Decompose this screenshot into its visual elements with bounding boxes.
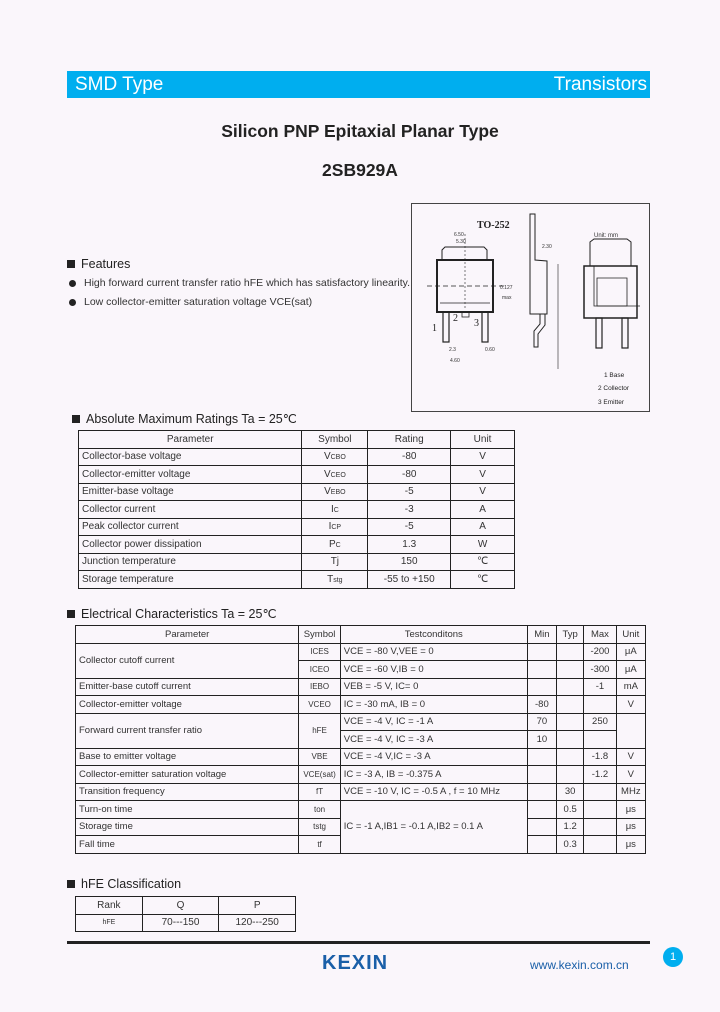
- condition-cell: VEB = -5 V, IC= 0: [340, 678, 527, 696]
- table-row: [76, 783, 646, 801]
- min-cell: [527, 818, 556, 836]
- table-header-row: Rank Q P: [76, 897, 296, 915]
- website-link[interactable]: www.kexin.com.cn: [530, 958, 629, 972]
- min-cell: [527, 678, 556, 696]
- symbol-cell: Tstg: [302, 571, 368, 589]
- features-heading: Features: [67, 257, 130, 271]
- param-cell: Collector-emitter voltage: [79, 466, 302, 484]
- svg-text:2.30: 2.30: [542, 244, 552, 250]
- footer-divider: [67, 941, 650, 944]
- unit-cell: W: [451, 536, 515, 554]
- typ-cell: [557, 696, 584, 714]
- symbol-cell: VCBO: [302, 448, 368, 466]
- rating-cell: 1.3: [368, 536, 451, 554]
- unit-cell: [616, 713, 645, 748]
- param-cell: Junction temperature: [79, 553, 302, 571]
- bullet-icon: [69, 299, 76, 306]
- table-row: hFE 70---150 120---250: [76, 914, 296, 932]
- package-drawing: [411, 203, 650, 412]
- condition-cell: IC = -1 A,IB1 = -0.1 A,IB2 = 0.1 A: [340, 801, 527, 854]
- typ-cell: [557, 748, 584, 766]
- svg-text:max: max: [502, 295, 512, 301]
- unit-cell: ℃: [451, 571, 515, 589]
- min-cell: [527, 766, 556, 784]
- symbol-cell: IEBO: [299, 678, 340, 696]
- param-cell: Storage time: [76, 818, 299, 836]
- square-bullet-icon: [67, 610, 75, 618]
- hfe-class-heading: hFE Classification: [67, 877, 181, 891]
- symbol-cell: ICP: [302, 518, 368, 536]
- unit-cell: ℃: [451, 553, 515, 571]
- symbol-cell: fT: [299, 783, 340, 801]
- rating-cell: 150: [368, 553, 451, 571]
- square-bullet-icon: [67, 880, 75, 888]
- svg-text:5.30: 5.30: [456, 239, 466, 245]
- table-header-row: Parameter Symbol Testconditons Min Typ Max Unit: [76, 626, 646, 644]
- abs-max-table: [78, 430, 515, 589]
- typ-cell: [557, 766, 584, 784]
- table-row: [79, 518, 515, 536]
- rating-cell: -5: [368, 483, 451, 501]
- param-cell: Collector power dissipation: [79, 536, 302, 554]
- svg-text:3: 3: [474, 318, 479, 329]
- table-row: [79, 448, 515, 466]
- table-row: [76, 748, 646, 766]
- typ-cell: [557, 661, 584, 679]
- param-cell: Base to emitter voltage: [76, 748, 299, 766]
- max-cell: [584, 696, 616, 714]
- table-header-row: Parameter Symbol Rating Unit: [79, 431, 515, 449]
- part-number: 2SB929A: [322, 160, 398, 180]
- unit-cell: V: [616, 748, 645, 766]
- min-cell: 70: [527, 713, 556, 731]
- param-cell: Storage temperature: [79, 571, 302, 589]
- svg-text:2.3: 2.3: [449, 347, 456, 353]
- symbol-cell: VBE: [299, 748, 340, 766]
- table-row: [76, 801, 646, 819]
- unit-cell: A: [451, 501, 515, 519]
- table-row: [76, 696, 646, 714]
- max-cell: [584, 801, 616, 819]
- typ-cell: 1.2: [557, 818, 584, 836]
- table-row: [79, 571, 515, 589]
- unit-cell: V: [451, 466, 515, 484]
- symbol-cell: tstg: [299, 818, 340, 836]
- typ-cell: 0.3: [557, 836, 584, 854]
- symbol-cell: VCE(sat): [299, 766, 340, 784]
- bullet-icon: [69, 280, 76, 287]
- typ-cell: [557, 731, 584, 749]
- symbol-cell: PC: [302, 536, 368, 554]
- svg-text:2 Collector: 2 Collector: [598, 385, 630, 392]
- param-cell: Peak collector current: [79, 518, 302, 536]
- table-row: [79, 466, 515, 484]
- feature-item: High forward current transfer ratio hFE which has satisfactory linearity.: [69, 277, 410, 289]
- symbol-cell: ICEO: [299, 661, 340, 679]
- svg-text:2: 2: [453, 313, 458, 324]
- param-cell: Collector-base voltage: [79, 448, 302, 466]
- param-cell: Transition frequency: [76, 783, 299, 801]
- unit-cell: μs: [616, 836, 645, 854]
- unit-cell: V: [616, 766, 645, 784]
- kexin-logo: KEXIN: [322, 952, 389, 974]
- condition-cell: VCE = -80 V,VEE = 0: [340, 643, 527, 661]
- header-left: SMD Type: [75, 73, 164, 95]
- table-row: [76, 713, 646, 731]
- max-cell: -1.2: [584, 766, 616, 784]
- unit-cell: μs: [616, 801, 645, 819]
- svg-text:6.50: 6.50: [454, 232, 464, 238]
- svg-text:Unit: mm: Unit: mm: [594, 233, 618, 239]
- unit-cell: mA: [616, 678, 645, 696]
- rating-cell: -55 to +150: [368, 571, 451, 589]
- max-cell: -300: [584, 661, 616, 679]
- typ-cell: 30: [557, 783, 584, 801]
- page-number-badge: 1: [663, 947, 683, 967]
- rating-cell: -80: [368, 466, 451, 484]
- rating-cell: -3: [368, 501, 451, 519]
- doc-title: Silicon PNP Epitaxial Planar Type: [221, 121, 499, 141]
- param-cell: Collector-emitter saturation voltage: [76, 766, 299, 784]
- max-cell: [584, 836, 616, 854]
- table-row: [76, 643, 646, 661]
- condition-cell: IC = -30 mA, IB = 0: [340, 696, 527, 714]
- symbol-cell: hFE: [299, 713, 340, 748]
- svg-text:TO-252: TO-252: [477, 220, 510, 231]
- max-cell: -200: [584, 643, 616, 661]
- min-cell: [527, 643, 556, 661]
- unit-cell: μs: [616, 818, 645, 836]
- table-row: [79, 553, 515, 571]
- max-cell: [584, 731, 616, 749]
- symbol-cell: VCEO: [302, 466, 368, 484]
- table-row: [76, 678, 646, 696]
- svg-text:0.127: 0.127: [500, 285, 513, 291]
- param-cell: Collector cutoff current: [76, 643, 299, 678]
- param-cell: Turn-on time: [76, 801, 299, 819]
- unit-cell: V: [451, 483, 515, 501]
- min-cell: [527, 836, 556, 854]
- abs-max-heading: Absolute Maximum Ratings Ta = 25℃: [72, 411, 297, 426]
- symbol-cell: VEBO: [302, 483, 368, 501]
- typ-cell: [557, 713, 584, 731]
- condition-cell: VCE = -4 V, IC = -1 A: [340, 713, 527, 731]
- param-cell: Emitter-base voltage: [79, 483, 302, 501]
- condition-cell: VCE = -60 V,IB = 0: [340, 661, 527, 679]
- symbol-cell: ton: [299, 801, 340, 819]
- svg-text:0.60: 0.60: [485, 347, 495, 353]
- condition-cell: VCE = -4 V,IC = -3 A: [340, 748, 527, 766]
- max-cell: -1.8: [584, 748, 616, 766]
- condition-cell: IC = -3 A, IB = -0.375 A: [340, 766, 527, 784]
- symbol-cell: tf: [299, 836, 340, 854]
- symbol-cell: Tj: [302, 553, 368, 571]
- svg-text:1: 1: [432, 323, 437, 334]
- min-cell: [527, 783, 556, 801]
- feature-item: Low collector-emitter saturation voltage VCE(sat): [69, 296, 312, 308]
- unit-cell: A: [451, 518, 515, 536]
- elec-table: [75, 625, 646, 854]
- param-cell: Forward current transfer ratio: [76, 713, 299, 748]
- svg-text:4.60: 4.60: [450, 358, 460, 364]
- svg-text:1 Base: 1 Base: [604, 372, 625, 379]
- typ-cell: 0.5: [557, 801, 584, 819]
- symbol-cell: IC: [302, 501, 368, 519]
- square-bullet-icon: [67, 260, 75, 268]
- param-cell: Emitter-base cutoff current: [76, 678, 299, 696]
- hfe-class-table: [75, 896, 296, 932]
- min-cell: 10: [527, 731, 556, 749]
- min-cell: [527, 801, 556, 819]
- typ-cell: [557, 643, 584, 661]
- unit-cell: V: [451, 448, 515, 466]
- table-row: [79, 501, 515, 519]
- condition-cell: VCE = -10 V, IC = -0.5 A , f = 10 MHz: [340, 783, 527, 801]
- max-cell: 250: [584, 713, 616, 731]
- max-cell: [584, 783, 616, 801]
- typ-cell: [557, 678, 584, 696]
- symbol-cell: VCEO: [299, 696, 340, 714]
- unit-cell: V: [616, 696, 645, 714]
- max-cell: -1: [584, 678, 616, 696]
- min-cell: -80: [527, 696, 556, 714]
- unit-cell: μA: [616, 643, 645, 661]
- min-cell: [527, 661, 556, 679]
- elec-heading: Electrical Characteristics Ta = 25℃: [67, 606, 276, 621]
- table-row: [79, 483, 515, 501]
- param-cell: Collector-emitter voltage: [76, 696, 299, 714]
- symbol-cell: ICES: [299, 643, 340, 661]
- param-cell: Fall time: [76, 836, 299, 854]
- table-row: [79, 536, 515, 554]
- table-row: [76, 766, 646, 784]
- rating-cell: -5: [368, 518, 451, 536]
- min-cell: [527, 748, 556, 766]
- param-cell: Collector current: [79, 501, 302, 519]
- unit-cell: μA: [616, 661, 645, 679]
- condition-cell: VCE = -4 V, IC = -3 A: [340, 731, 527, 749]
- svg-text:3 Emitter: 3 Emitter: [598, 399, 625, 406]
- max-cell: [584, 818, 616, 836]
- header-right: Transistors: [553, 73, 647, 95]
- rating-cell: -80: [368, 448, 451, 466]
- to252-outline-icon: [412, 204, 649, 411]
- unit-cell: MHz: [616, 783, 645, 801]
- header-bar: [67, 71, 650, 98]
- square-bullet-icon: [72, 415, 80, 423]
